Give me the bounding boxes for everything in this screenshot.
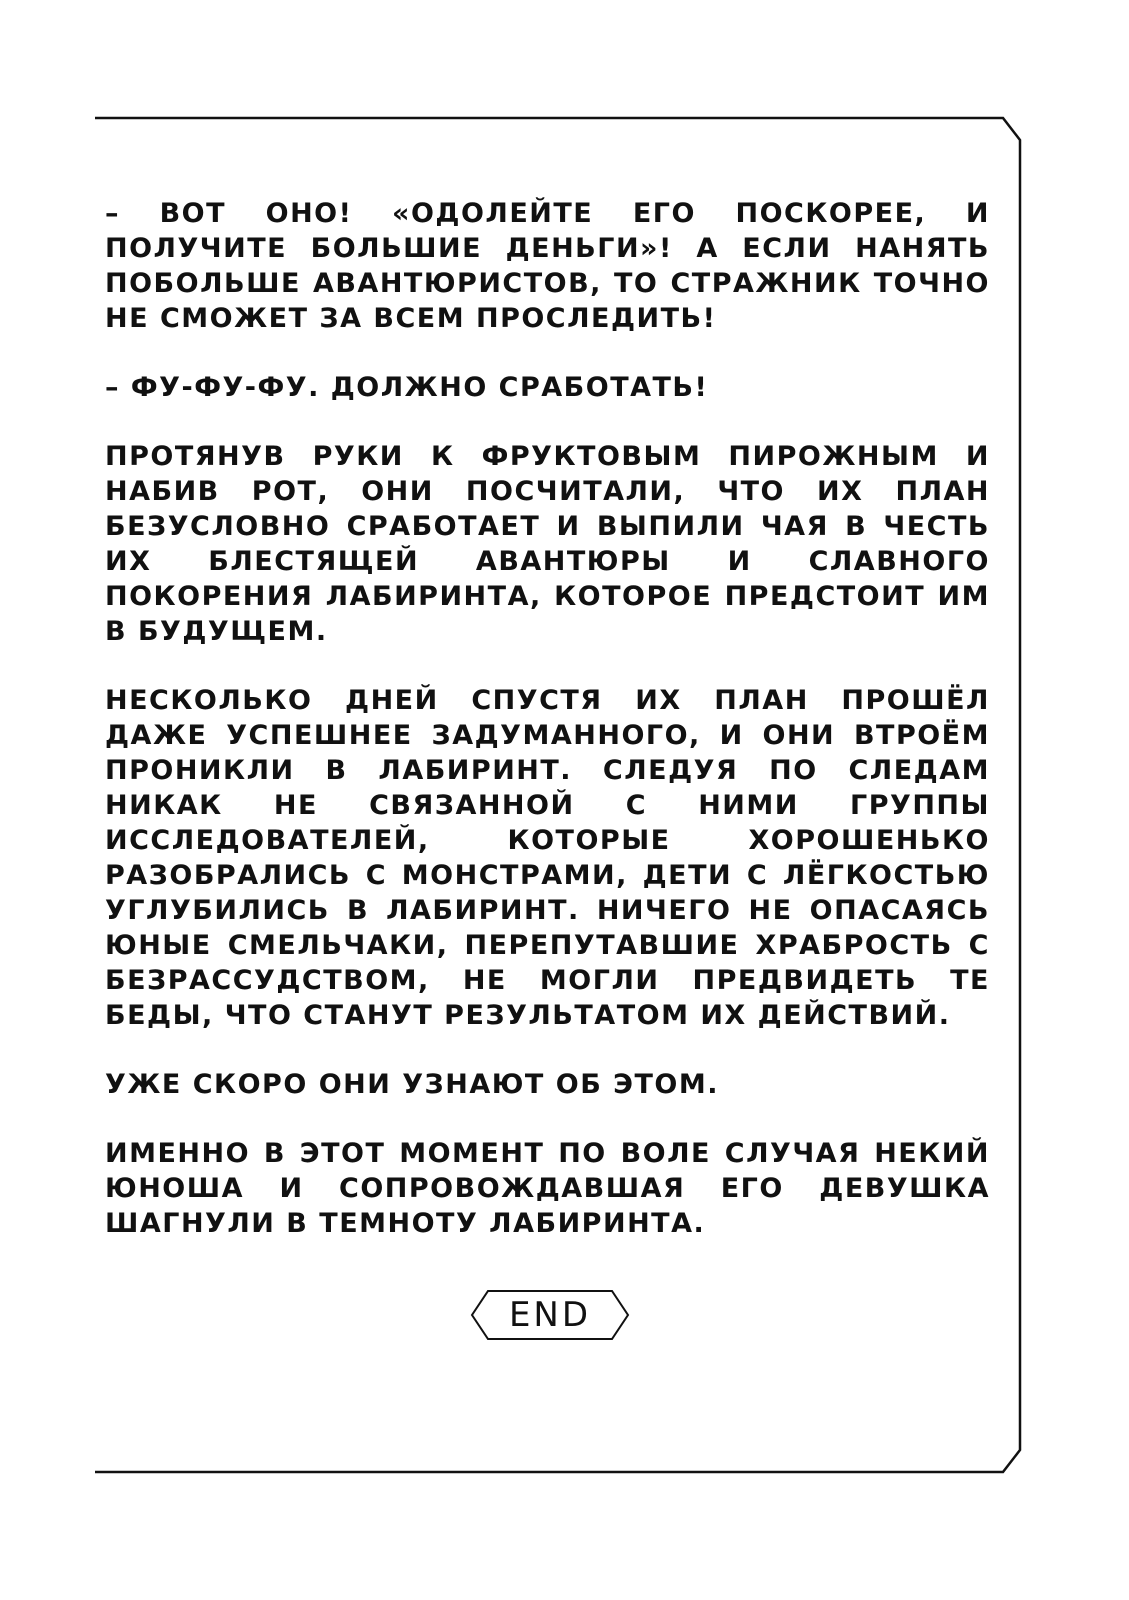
paragraph-2: – ФУ-ФУ-ФУ. ДОЛЖНО СРАБОТАТЬ! bbox=[105, 372, 709, 403]
paragraph-4: НЕСКОЛЬКО ДНЕЙ СПУСТЯ ИХ ПЛАН ПРОШЁЛ ДАЖЕ УСПЕШНЕЕ ЗАДУМАННОГО, И ОНИ ВТРОЁМ ПРОНИКЛИ В ЛАБИРИНТ. СЛЕДУЯ ПО СЛЕДАМ НИКАК НЕ СВЯЗАННОЙ С НИМИ ГРУППЫ ИССЛЕДОВАТЕЛЕЙ, КОТОРЫЕ ХОРОШЕНЬКО РАЗОБРАЛИСЬ С МОНСТРАМИ, ДЕТИ С ЛЁГКОСТЬЮ УГЛУБИЛИСЬ В ЛАБИРИНТ. НИЧЕГО НЕ ОПАСАЯСЬ ЮНЫЕ СМЕЛЬЧАКИ, ПЕРЕПУТАВШИЕ ХРАБРОСТЬ С БЕЗРАССУДСТВОМ, НЕ МОГЛИ ПРЕДВИДЕТЬ ТЕ БЕДЫ, ЧТО СТАНУТ РЕЗУЛЬТАТОМ ИХ ДЕЙСТВИЙ. bbox=[105, 685, 990, 1031]
end-label: END bbox=[508, 1295, 592, 1335]
paragraph-5: УЖЕ СКОРО ОНИ УЗНАЮТ ОБ ЭТОМ. bbox=[105, 1069, 719, 1100]
paragraph-1: – ВОТ ОНО! «ОДОЛЕЙТЕ ЕГО ПОСКОРЕЕ, И ПОЛУЧИТЕ БОЛЬШИЕ ДЕНЬГИ»! А ЕСЛИ НАНЯТЬ ПОБОЛЬШЕ АВАНТЮРИСТОВ, ТО СТРАЖНИК ТОЧНО НЕ СМОЖЕТ ЗА ВСЕМ ПРОСЛЕДИТЬ! bbox=[105, 198, 990, 334]
paragraph-6: ИМЕННО В ЭТОТ МОМЕНТ ПО ВОЛЕ СЛУЧАЯ НЕКИЙ ЮНОША И СОПРОВОЖДАВШАЯ ЕГО ДЕВУШКА ШАГНУЛИ В ТЕМНОТУ ЛАБИРИНТА. bbox=[105, 1138, 990, 1239]
paragraph-3: ПРОТЯНУВ РУКИ К ФРУКТОВЫМ ПИРОЖНЫМ И НАБИВ РОТ, ОНИ ПОСЧИТАЛИ, ЧТО ИХ ПЛАН БЕЗУСЛОВНО СРАБОТАЕТ И ВЫПИЛИ ЧАЯ В ЧЕСТЬ ИХ БЛЕСТЯЩЕЙ АВАНТЮРЫ И СЛАВНОГО ПОКОРЕНИЯ ЛАБИРИНТА, КОТОРОЕ ПРЕДСТОИТ ИМ В БУДУЩЕМ. bbox=[105, 441, 990, 647]
text-block bbox=[105, 196, 990, 1275]
